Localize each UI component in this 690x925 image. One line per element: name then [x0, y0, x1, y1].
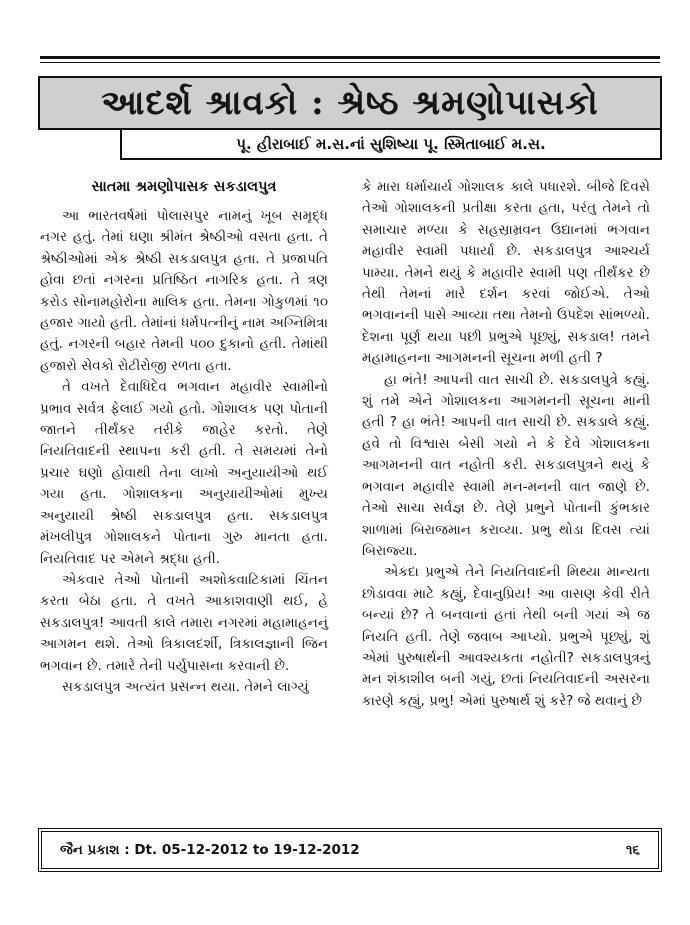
- top-rule-thick: [40, 56, 660, 59]
- footer: [38, 828, 662, 872]
- author-banner: [120, 130, 662, 160]
- top-rule-thin: [40, 62, 660, 63]
- paragraph: તે વખતે દેવાધિદેવ ભગવાન મહાવીર સ્વામીનો પ્રભાવ સર્વત્ર ફેલાઈ ગયો હતો. ગોશાલક પણ પોતાની જાતને તીર્થંકર તરીકે જાહેર કરતો. તેણે નિયતિવાદની સ્થાપના કરી હતી. તે સમયમાં તેનો પ્રચાર ઘણો હોવાથી તેના લાખો અનુયાયીઓ થઈ ગયા હતા. ગોશાલકના અનુયાયીઓમાં મુખ્ય અનુયાયી શ્રેષ્ઠી સકડાલપુત્ર હતા. સકડાલપુત્ર મંખલીપુત્ર ગોશાલકને પોતાના ગુરુ માનતા હતા. નિયતિવાદ પર એમને શ્રદ્ધા હતી.: [40, 379, 328, 567]
- paragraph: આ ભારતવર્ષમાં પોલાસપુર નામનું ખૂબ સમૃદ્ધ નગર હતું. તેમાં ઘણા શ્રીમંત શ્રેષ્ઠીઓ વસતા હતા. તે શ્રેષ્ઠીઓમાં એક શ્રેષ્ઠી સકડાલપુત્ર હતા. તે પ્રજાપતિ હોવા છતાં નગરના પ્રતિષ્ઠિત નાગરિક હતા. તે ત્રણ કરોડ સોનામહોરોના માલિક હતા. તેમના ગોકુળમાં ૧૦ હજાર ગાયો હતી. તેમાંનાં ધર્મપત્નીનું નામ અગ્નિમિત્રા હતું. નગરની બહાર તેમની ૫૦૦ દુકાનો હતી. તેમાંથી હજારો સેવકો રોટીરોજી રળતા હતા.: [40, 208, 328, 374]
- paragraph: સકડાલપુત્ર અત્યંત પ્રસન્ન થયા. તેમને લાગ્યું: [62, 678, 309, 695]
- paragraph: એકવાર તેઓ પોતાની અશોકવાટિકામાં ચિંતન કરતા બેઠા હતા. તે વખતે આકાશવાણી થઈ, હે સકડાલપુત્ર! આવતી કાલે તમારા નગરમાં મહામાહનનું આગમન થશે. તેઓ ત્રિકાલદર્શી, ત્રિકાલજ્ઞાની જિન ભગવાન છે. તમારે તેની પર્યુપાસના કરવાની છે.: [40, 571, 328, 674]
- page-number: ૧૬: [625, 842, 640, 858]
- right-column: [362, 177, 650, 712]
- left-column: [40, 176, 328, 698]
- paragraph: હા ભંતે! આપની વાત સાચી છે. સકડાલપુત્રે કહ્યું. શું તમે એને ગોશાલકના આગમનની સૂચના માની હતી ? હા ભંતે! આપની વાત સાચી છે. સકડાલે કહ્યું. હવે તો વિશ્વાસ બેસી ગયો ને કે દેવે ગોશાલકના આગમનની વાત નહોતી કરી. સકડાલપુત્રને થયું કે ભગવાન મહાવીર સ્વામી મન-મનની વાત જાણે છે. તેઓ સાચા સર્વજ્ઞ છે. તેણે પ્રભુને પોતાની કુંભકાર શાળામાં બિરાજમાન કરાવ્યા. પ્રભુ થોડા દિવસ ત્યાં બિરાજ્યા.: [362, 371, 650, 559]
- article-heading: સાતમા શ્રમણોપાસક સકડાલપુત્ર: [91, 179, 277, 195]
- paragraph: કે મારા ધર્માચાર્ય ગોશાલક કાલે પધારશે. બીજે દિવસે તેઓ ગોશાલકની પ્રતીક્ષા કરતા હતા, પરંતુ તેમને તો સમાચાર મળ્યા કે સહસ્રામ્રવન ઉદ્યાનમાં ભગવાન મહાવીર સ્વામી પધાર્યા છે. સકડાલપુત્ર આશ્ચર્ય પામ્યા. તેમને થયું કે મહાવીર સ્વામી પણ તીર્થંકર છે તેથી તેમનાં મારે દર્શન કરવાં જોઈએ. તેઓ ભગવાનની પાસે આવ્યા તથા તેમનો ઉપદેશ સાંભળ્યો. દેશના પૂર્ણ થયા પછી પ્રભુએ પૂછ્યું, સકડાલ! તમને મહામાહનના આગમનની સૂચના મળી હતી ?: [362, 179, 650, 367]
- page-title: આદર્શ શ્રાવકો : શ્રેષ્ઠ શ્રમણોપાસકો: [101, 83, 599, 123]
- title-banner: [38, 76, 662, 130]
- author-line: પૂ. હીરાબાઈ મ.સ.નાં સુશિષ્યા પૂ. સ્મિતાબાઈ મ.સ.: [236, 135, 546, 153]
- publication-info: જૈન પ્રકાશ : Dt. 05-12-2012 to 19-12-2012: [60, 842, 360, 858]
- paragraph: એકદા પ્રભુએ તેને નિયતિવાદની મિથ્યા માન્યતા છોડાવવા માટે કહ્યું, દેવાનુપ્રિય! આ વાસણ કેવી રીતે બન્યાં છે? તે બનવાનાં હતાં તેથી બની ગયાં એ જ નિયતિ હતી. તેણે જવાબ આપ્યો. પ્રભુએ પૂછ્યું, શું એમાં પુરુષાર્થની આવશ્યકતા નહોતી? સકડાલપુત્રનું મન શંકાશીલ બની ગયું, છતાં નિયતિવાદની અસરના કારણે કહ્યું, પ્રભુ! એમાં પુરુષાર્થ શું કરે? જે થવાનું છે: [362, 564, 650, 709]
